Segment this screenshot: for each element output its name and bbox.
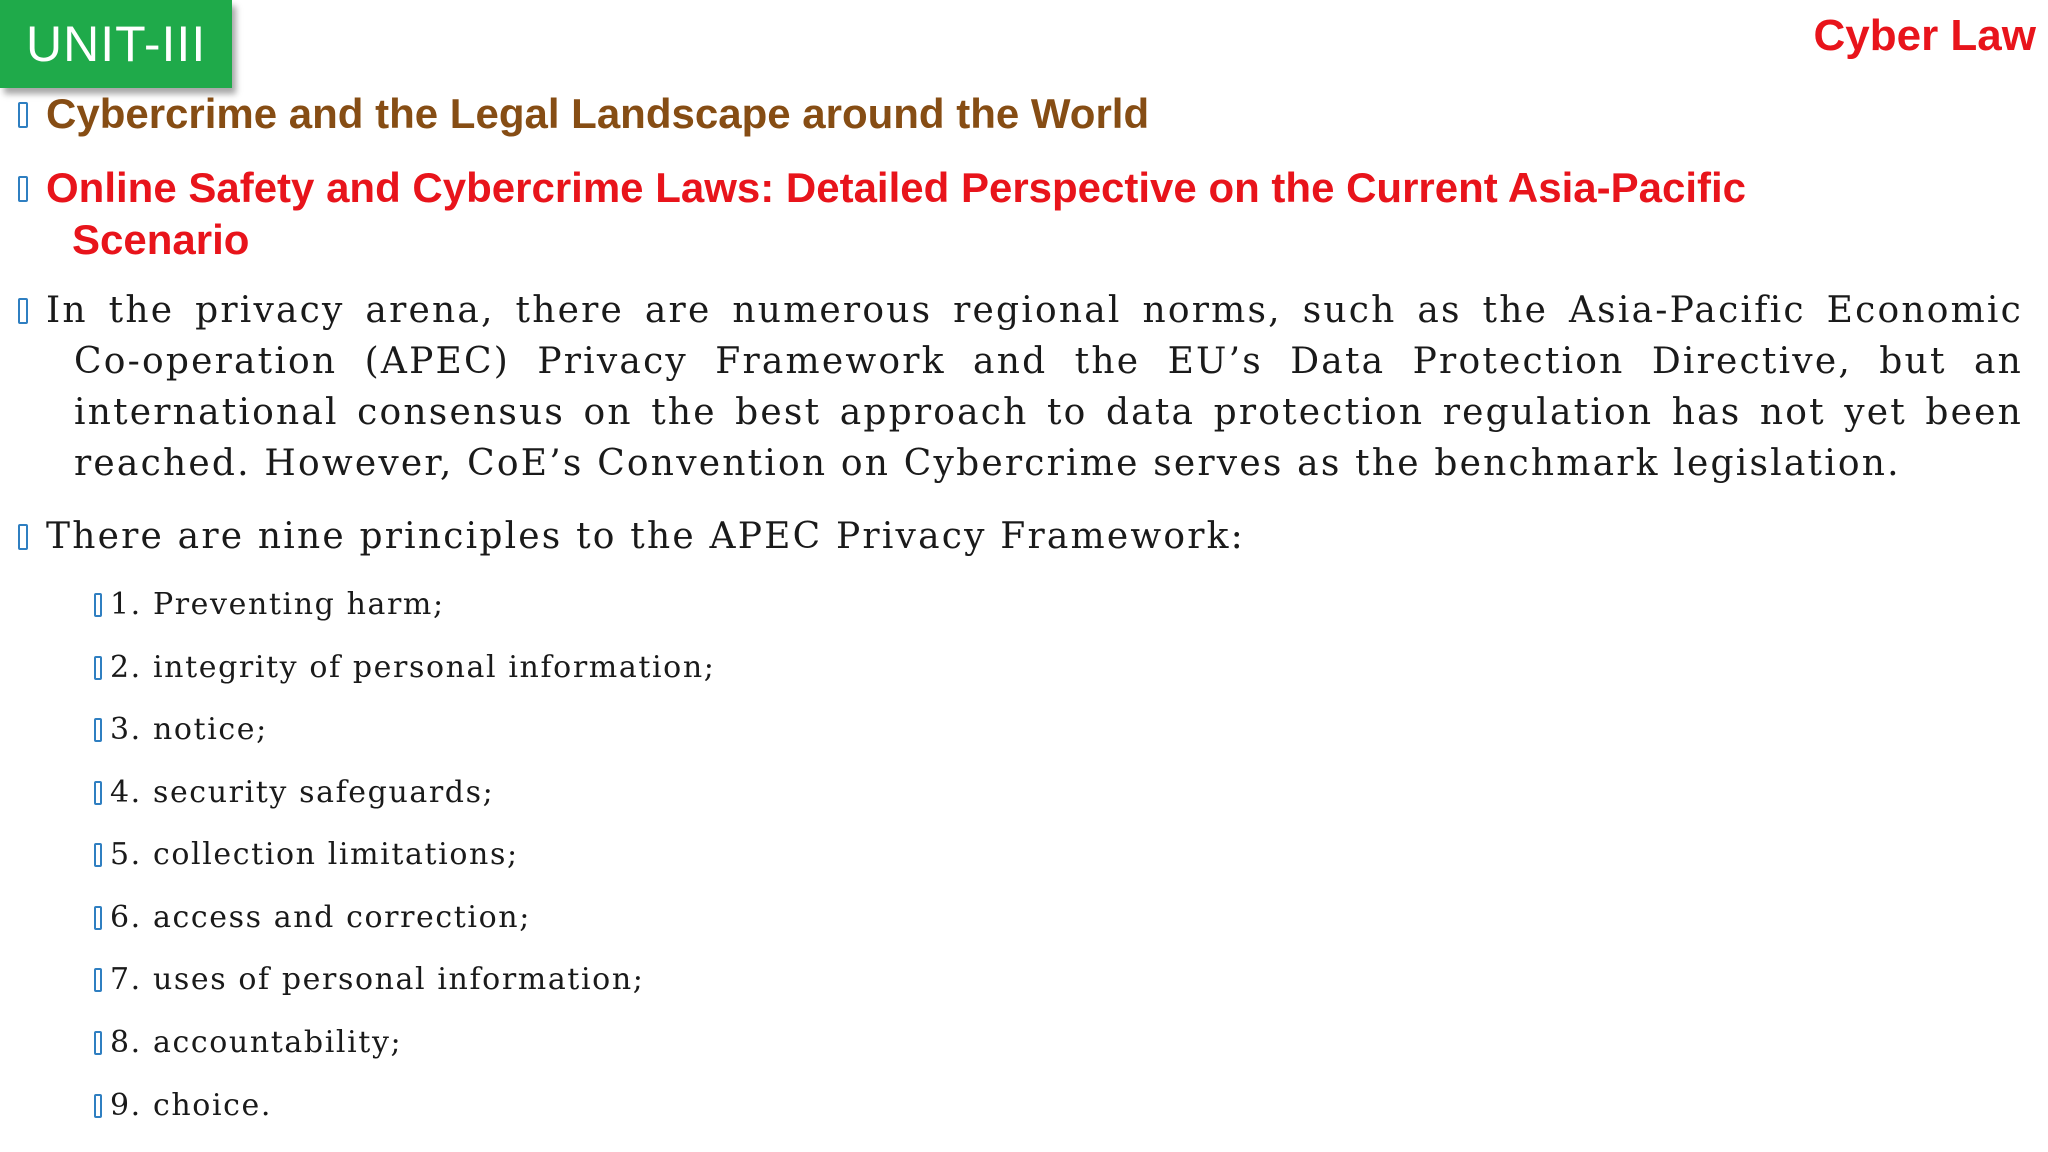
paragraph-line: In the privacy arena, there are numerous regional norms, such as the Asia-Pacific Economic	[46, 290, 2023, 331]
sub-bullet-icon	[94, 1094, 102, 1118]
principle-text: 4. security safeguards;	[110, 775, 495, 810]
bullet-icon	[18, 176, 28, 202]
principle-item	[94, 710, 268, 750]
bullet-icon	[18, 298, 28, 324]
heading-cybercrime-legal-landscape	[18, 88, 2008, 140]
principle-item	[94, 1086, 272, 1126]
paragraph-line: international consensus on the best approach to data protection regulation has not yet been	[74, 392, 2023, 433]
sub-bullet-icon	[94, 781, 102, 805]
principle-item	[94, 648, 715, 688]
sub-bullet-icon	[94, 843, 102, 867]
principle-text: 6. access and correction;	[110, 900, 531, 935]
bullet-icon	[18, 102, 28, 128]
sub-bullet-icon	[94, 1031, 102, 1055]
sub-bullet-icon	[94, 593, 102, 617]
privacy-paragraph	[18, 285, 2023, 489]
heading-line-2: Scenario	[72, 216, 250, 263]
bullet-icon	[18, 524, 28, 550]
principle-text: 7. uses of personal information;	[110, 962, 645, 997]
sub-bullet-icon	[94, 968, 102, 992]
principle-item	[94, 960, 644, 1000]
principle-item	[94, 773, 494, 813]
sub-bullet-icon	[94, 718, 102, 742]
sub-bullet-icon	[94, 656, 102, 680]
principle-text: 2. integrity of personal information;	[110, 650, 716, 685]
unit-badge: UNIT-III	[0, 0, 232, 88]
course-title: Cyber Law	[1813, 11, 2036, 60]
principle-text: 1. Preventing harm;	[110, 587, 445, 622]
heading-text	[46, 162, 2008, 266]
paragraph-text	[46, 285, 2023, 489]
sub-bullet-icon	[94, 906, 102, 930]
paragraph-line: reached. However, CoE’s Convention on Cybercrime serves as the benchmark legislation.	[74, 443, 1901, 484]
principle-text: 9. choice.	[110, 1088, 273, 1123]
principle-item	[94, 898, 531, 938]
principle-item	[94, 835, 519, 875]
principle-item	[94, 585, 445, 625]
principle-item	[94, 1023, 402, 1063]
heading-online-safety	[18, 162, 2008, 266]
principles-intro-text: There are nine principles to the APEC Privacy Framework:	[46, 516, 1246, 557]
heading-line-1: Online Safety and Cybercrime Laws: Detailed Perspective on the Current Asia-Pacific	[46, 164, 1746, 211]
heading-text: Cybercrime and the Legal Landscape around the World	[46, 90, 1150, 137]
principle-text: 3. notice;	[110, 712, 268, 747]
principle-text: 5. collection limitations;	[110, 837, 519, 872]
principle-text: 8. accountability;	[110, 1025, 403, 1060]
paragraph-line: Co-operation (APEC) Privacy Framework and the EU’s Data Protection Directive, but an	[74, 341, 2023, 382]
principles-intro	[18, 511, 2023, 562]
